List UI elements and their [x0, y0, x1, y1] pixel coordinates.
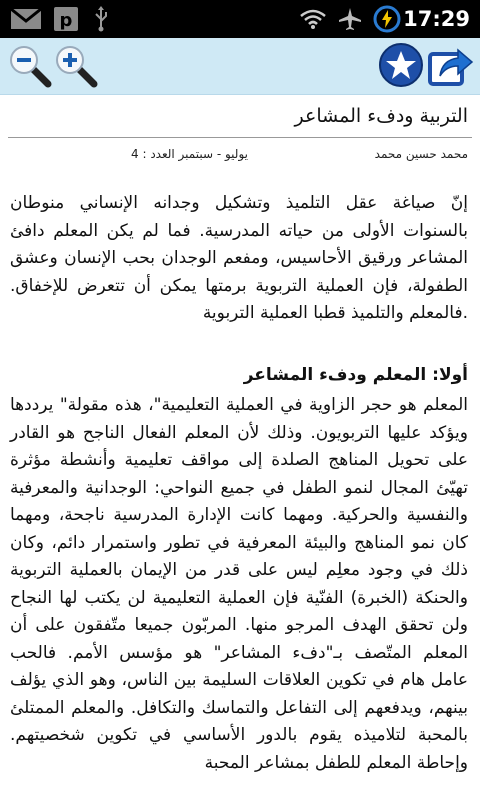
- gmail-icon: [8, 6, 44, 32]
- article-paragraph: المعلم هو حجر الزاوية في العملية التعليمية"، هذه مقولة" يرددها ويؤكد عليها التربويون. وذلك لأن المعلم الفعال الناجح هو القادر على تحويل المناهج الصلدة إلى مواقف تعليمية وأنشطة مؤثرة تهيّئ المجال لنمو الطفل في جميع النواحي: الوجدانية والمعرفية والنفسية والحركية. ومهما كانت الإدارة المدرسية ناجحة، ومهما كان نمو المناهج والبيئة المعرفية في تطور واستمرار دائم، وكان ذلك في وجود معلِم ليس على قدر من الإيمان بالعملية التربوية والحنكة (الخبرة) الفنّية فإن العملية التعليمية لن يكتب لها النجاح ولن تحقق الهدف المرجو منها. المربّون جميعا متّفقون على أن المعلم المتّصف بـ"دفء المشاعر" هو مؤسس الأمم. فالحب عامل هام في تكوين العلاقات السليمة بين الناس، وهو الذي يؤلف بينهم، ويدفعهم إلى التفاعل والتماسك والتكافل. والمعلم الممتلئ بالمحبة لتلاميذه يقوم بالدور الأساسي في تكوين شخصيتهم. وإحاطة المعلم للطفل بمشاعر المحبة: [10, 395, 468, 773]
- article-issue: يوليو - سبتمبر العدد : 4: [131, 147, 248, 161]
- article-view[interactable]: [0, 95, 480, 800]
- zoom-in-icon[interactable]: [52, 42, 100, 90]
- status-bar: [0, 0, 480, 38]
- section-heading: أولا: المعلم ودفء المشاعر: [243, 365, 468, 385]
- zoom-out-icon[interactable]: [6, 42, 54, 90]
- status-time: 17:29: [403, 7, 470, 31]
- svg-text:p: p: [59, 10, 73, 31]
- article-author: محمد حسين محمد: [374, 147, 468, 161]
- article-paragraph: إنّ صياغة عقل التلميذ وتشكيل وجدانه الإنساني منوطان بالسنوات الأولى من حياته المدرسية. فما لم يكن المعلم دافئ المشاعر ورقيق الأحاسيس، ومفعم الوجدان بحب الإنسان وعشق الطفولة، فإن العملية التربوية برمتها يمكن أن تتعرض للإخفاق. .فالمعلم والتلميذ قطبا العملية التربوية: [10, 193, 468, 323]
- p-app-icon: [52, 6, 80, 32]
- title-divider: [8, 137, 472, 138]
- usb-icon: [90, 6, 112, 32]
- airplane-icon: [336, 6, 364, 32]
- favorite-star-icon[interactable]: [378, 42, 426, 90]
- reader-toolbar: [0, 38, 480, 95]
- share-icon[interactable]: [426, 42, 474, 90]
- wifi-icon: [298, 6, 328, 32]
- article-title: التربية ودفء المشاعر: [294, 105, 468, 127]
- battery-charging-icon: [372, 6, 402, 32]
